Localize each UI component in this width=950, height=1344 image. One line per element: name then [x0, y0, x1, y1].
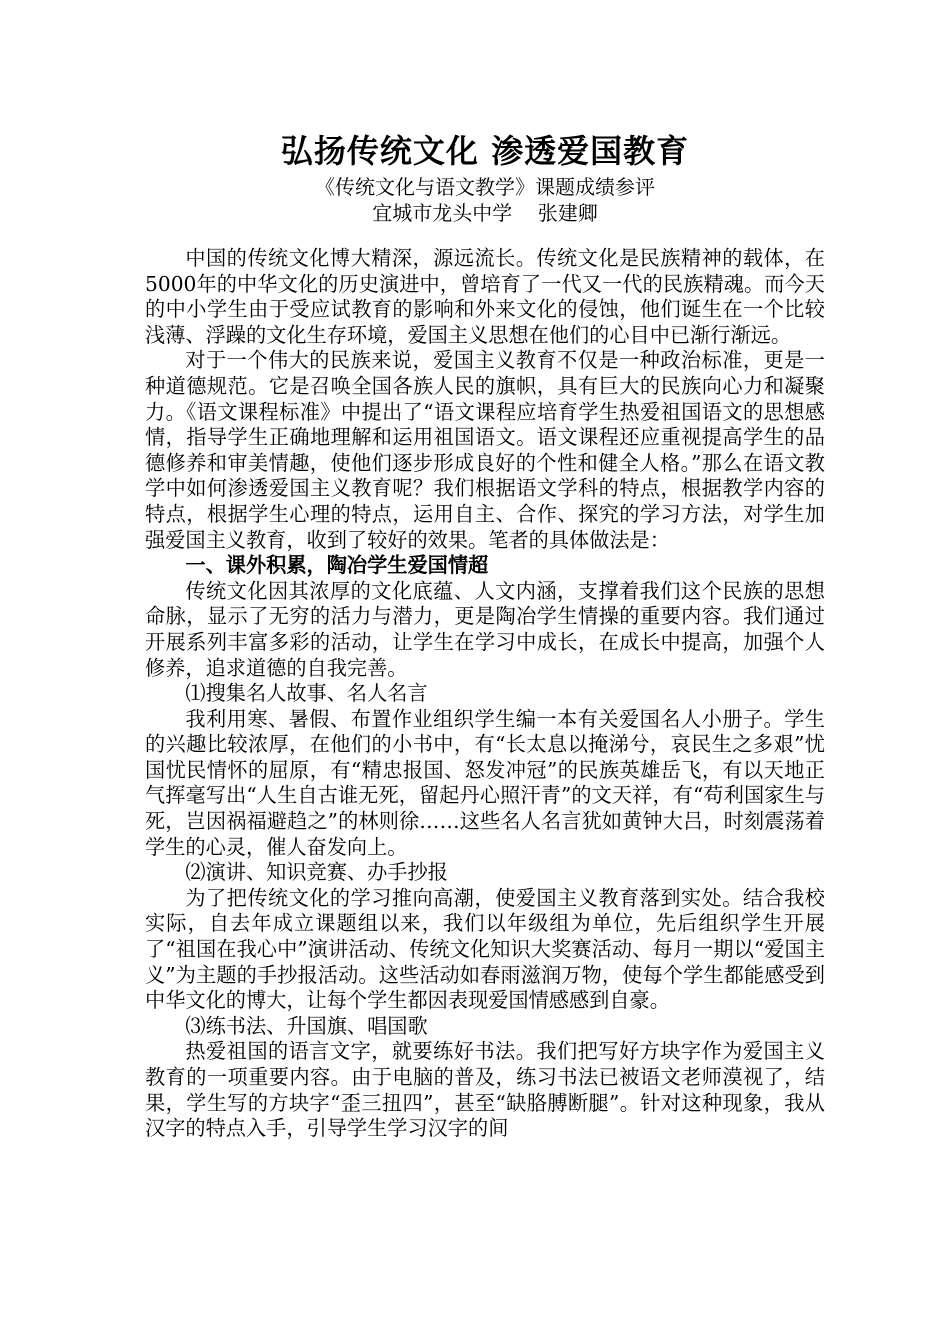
- author-line: 宜城市龙头中学 张建卿: [372, 201, 598, 225]
- item-1-heading: ⑴搜集名人故事、名人名言: [185, 681, 428, 706]
- document-subtitle: 《传统文化与语文教学》课题成绩参评: [315, 175, 655, 199]
- document-title: 弘扬传统文化 渗透爱国教育: [280, 132, 690, 170]
- item-3-heading: ⑶练书法、升国旗、唱国歌: [185, 1013, 428, 1038]
- item-1-paragraph: 我利用寒、暑假、布置作业组织学生编一本有关爱国名人小册子。学生的兴趣比较浓厚，在他们的小书中，有“长太息以掩涕兮，哀民生之多艰”忧国忧民情怀的屈原，有“精忠报国、怒发冲冠”的民族英雄岳飞，有以天地正气挥毫写出“人生自古谁无死，留起丹心照汗青”的文天祥，有“苟利国家生与死，岂因祸福避趋之”的林则徐……这些名人名言犹如黄钟大吕，时刻震荡着学生的心灵，催人奋发向上。: [145, 706, 825, 859]
- item-3-paragraph: 热爱祖国的语言文字，就要练好书法。我们把写好方块字作为爱国主义教育的一项重要内容。由于电脑的普及，练习书法已被语文老师漠视了，结果，学生写的方块字“歪三扭四”，甚至“缺胳膊断腿”。针对这种现象，我从汉字的特点入手，引导学生学习汉字的间: [145, 1039, 825, 1141]
- item-2-heading: ⑵演讲、知识竞赛、办手抄报: [185, 860, 448, 885]
- section-1-paragraph: 传统文化因其浓厚的文化底蕴、人文内涵，支撑着我们这个民族的思想命脉，显示了无穷的活力与潜力，更是陶冶学生情操的重要内容。我们通过开展系列丰富多彩的活动，让学生在学习中成长，在成长中提高，加强个人修养，追求道德的自我完善。: [145, 578, 825, 680]
- document-page: [145, 128, 825, 1142]
- intro-paragraph-1: 中国的传统文化博大精深，源远流长。传统文化是民族精神的载体，在5000年的中华文化的历史演进中，曾培育了一代又一代的民族精魂。而今天的中小学生由于受应试教育的影响和外来文化的侵蚀，他们诞生在一个比较浅薄、浮躁的文化生存环境，爱国主义思想在他们的心目中已渐行渐远。: [145, 246, 825, 347]
- item-2-paragraph: 为了把传统文化的学习推向高潮，使爱国主义教育落到实处。结合我校实际，自去年成立课题组以来，我们以年级组为单位，先后组织学生开展了“祖国在我心中”演讲活动、传统文化知识大奖赛活动、每月一期以“爱国主义”为主题的手抄报活动。这些活动如春雨滋润万物，使每个学生都能感受到中华文化的博大，让每个学生都因表现爱国情感感到自豪。: [145, 885, 825, 1013]
- section-1-heading: 一、课外积累，陶冶学生爱国情超: [185, 553, 489, 578]
- document-body: [145, 246, 825, 1142]
- intro-paragraph-2: 对于一个伟大的民族来说，爱国主义教育不仅是一种政治标准，更是一种道德规范。它是召唤全国各族人民的旗帜，具有巨大的民族向心力和凝聚力。《语文课程标准》中提出了“语文课程应培育学生热爱祖国语文的思想感情，指导学生正确地理解和运用祖国语文。语文课程还应重视提高学生的品德修养和审美情趣，使他们逐步形成良好的个性和健全人格。”那么在语文教学中如何渗透爱国主义教育呢？我们根据语文学科的特点，根据教学内容的特点，根据学生心理的特点，运用自主、合作、探究的学习方法，对学生加强爱国主义教育，收到了较好的效果。笔者的具体做法是：: [145, 348, 825, 552]
